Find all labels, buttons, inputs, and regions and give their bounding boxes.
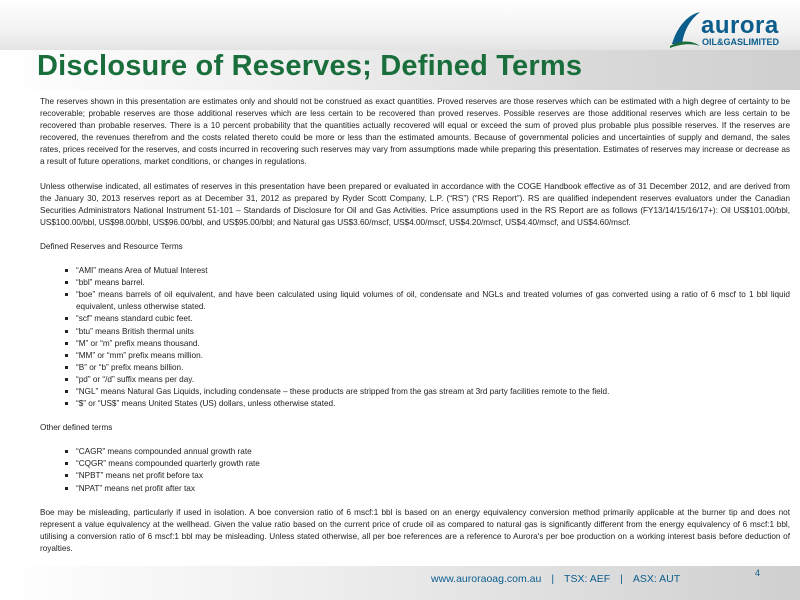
list-item: “NPBT” means net profit before tax bbox=[40, 470, 790, 482]
page-number: 4 bbox=[755, 568, 761, 578]
coge-paragraph: Unless otherwise indicated, all estimates of reserves in this presentation have been prepared or evaluated in accordance with the COGE Handbook effective as of 31 December 2012, and are derived from the January 30, 2013 reserves report as at December 31, 2012 as prepared by Ryder Scott Company, L.P. (“RS”) (“RS Report”). RS are qualified independent reserves evaluators under the Canadian Securities Administrators National Instrument 51-101 – Standards of Disclosure for Oil and Gas Activities. Price assumptions used in the RS Report are as follows (FY13/14/15/16/17+): Oil US$101.00/bbl, US$100.00/bbl, US$98.00/bbl, US$96.00/bbl, and US$95.00/bbl; and Natural gas US$3.60/mscf, US$4.00/mscf, US$4.20/mscf, US$4.40/mscf, and US$4.60/mscf. bbox=[40, 181, 790, 227]
list-item: “boe” means barrels of oil equivalent, and have been calculated using liquid volumes of oil, condensate and NGLs and treated volumes of gas converted using a ratio of 6 mscf to 1 bbl liquid equivalent, unless otherwise stated. bbox=[40, 289, 790, 313]
content-body bbox=[40, 96, 790, 567]
list-item: “bbl” means barrel. bbox=[40, 277, 790, 289]
list-item: “CAGR” means compounded annual growth rate bbox=[40, 446, 790, 458]
list-item: “B” or “b” prefix means billion. bbox=[40, 362, 790, 374]
company-logo bbox=[668, 8, 796, 56]
list-item: “M” or “m” prefix means thousand. bbox=[40, 338, 790, 350]
list-item: “btu” means British thermal units bbox=[40, 326, 790, 338]
defined-terms-heading: Defined Reserves and Resource Terms bbox=[40, 241, 183, 251]
list-item: “$” or “US$” means United States (US) dollars, unless otherwise stated. bbox=[40, 398, 790, 410]
aurora-swoosh-icon bbox=[668, 10, 702, 50]
footer-separator: | bbox=[620, 573, 623, 585]
boe-paragraph: Boe may be misleading, particularly if used in isolation. A boe conversion ratio of 6 mscf:1 bbl is based on an energy equivalency conversion method primarily applicable at the burner tip and does not represent a value equivalency at the wellhead. Given the value ratio based on the current price of crude oil as compared to natural gas is significantly different from the energy equivalency of 6 mscf:1 bbl, utilising a conversion ratio of 6 mscf:1 bbl may be misleading. Unless stated otherwise, all per boe references are a reference to Aurora's per boe production on a working interest basis before deduction of royalties. bbox=[40, 507, 790, 553]
list-item: “CQGR” means compounded quarterly growth rate bbox=[40, 458, 790, 470]
list-item: “pd” or “/d” suffix means per day. bbox=[40, 374, 790, 386]
list-item: “MM” or “mm” prefix means million. bbox=[40, 350, 790, 362]
reserves-paragraph: The reserves shown in this presentation are estimates only and should not be construed as exact quantities. Proved reserves are those reserves which can be estimated with a high degree of certainty to be recoverable; probable reserves are those additional reserves which are less certain to be recovered than proved reserves. Possible reserves are those additional reserves which are less certain to be recovered than probable reserves. There is a 10 percent probability that the quantities actually recovered will equal or exceed the sum of proved plus probable plus possible reserves. If the reserves are recovered, the revenues therefrom and the costs related thereto could be more or less than the estimated amounts. Because of governmental policies and uncertainties of supply and demand, the sales rates, prices received for the reserves, and costs incurred in recovering such reserves may vary from assumptions made while preparing this presentation. Estimates of reserves may increase or decrease as a result of future operations, market conditions, or changes in regulations. bbox=[40, 97, 790, 167]
defined-terms-list bbox=[40, 265, 790, 410]
footer-links bbox=[431, 573, 680, 585]
website-link[interactable]: www.auroraoag.com.au bbox=[431, 573, 542, 585]
other-terms-list bbox=[40, 446, 790, 494]
list-item: “NPAT” means net profit after tax bbox=[40, 483, 790, 495]
footer-separator: | bbox=[551, 573, 555, 585]
page-title: Disclosure of Reserves; Defined Terms bbox=[37, 50, 583, 82]
other-terms-heading: Other defined terms bbox=[40, 423, 113, 433]
list-item: “NGL” means Natural Gas Liquids, including condensate – these products are stripped from the gas stream at 3rd party facilities remote to the field. bbox=[40, 386, 790, 398]
list-item: “AMI” means Area of Mutual Interest bbox=[40, 265, 790, 277]
asx-ticker: ASX: AUT bbox=[632, 573, 681, 585]
list-item: “scf” means standard cubic feet. bbox=[40, 313, 790, 325]
logo-wordmark: aurora bbox=[701, 12, 779, 39]
tsx-ticker: TSX: AEF bbox=[564, 573, 611, 585]
logo-subtitle: OIL&GASLIMITED bbox=[702, 37, 780, 47]
